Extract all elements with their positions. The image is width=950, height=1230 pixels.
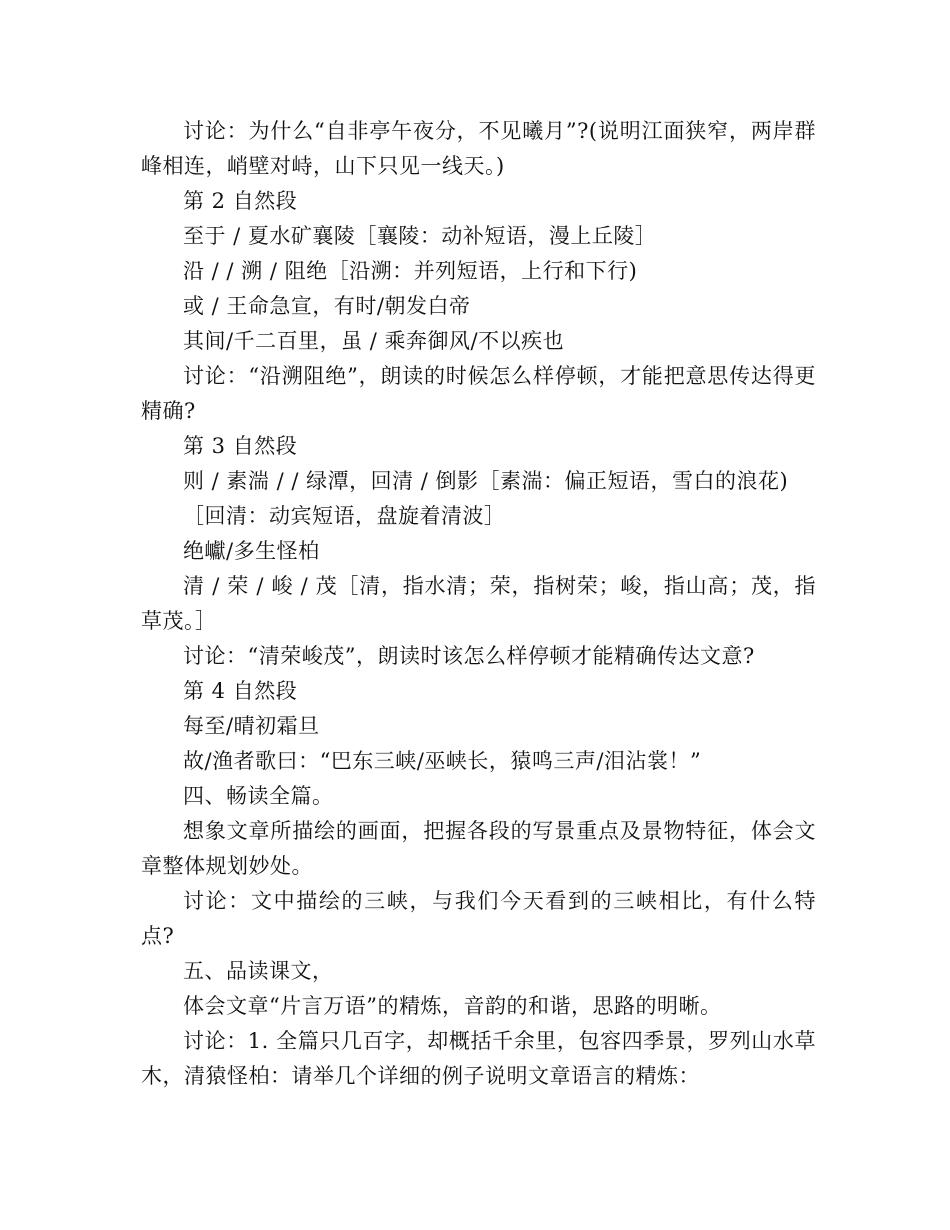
paragraph: 讨论：为什么“自非亭午夜分，不见曦月”?(说明江面狭窄，两岸群峰相连，峭壁对峙，山下只见一线天。) <box>141 119 816 178</box>
paragraph: 故/渔者歌曰：“巴东三峡/巫峡长，猿鸣三声/泪沾裳！” <box>183 749 702 773</box>
paragraph: 五、品读课文， <box>183 959 334 983</box>
paragraph: 讨论：1. 全篇只几百字，却概括千余里，包容四季景，罗列山水草木，清猿怪柏：请举几个详细的例子说明文章语言的精炼： <box>141 1029 816 1088</box>
paragraph: 想象文章所描绘的画面，把握各段的写景重点及景物特征，体会文章整体规划妙处。 <box>141 819 816 878</box>
paragraph: 清 / 荣 / 峻 / 茂［清，指水清；荣，指树荣；峻，指山高；茂，指草茂。］ <box>141 574 816 633</box>
paragraph: 体会文章“片言万语”的精炼，音韵的和谐，思路的明晰。 <box>183 994 722 1018</box>
paragraph: 讨论：文中描绘的三峡，与我们今天看到的三峡相比，有什么特点? <box>141 889 816 948</box>
paragraph: 讨论：“清荣峻茂”，朗读时该怎么样停顿才能精确传达文意? <box>183 644 755 668</box>
paragraph: 四、畅读全篇。 <box>183 784 334 808</box>
document-body <box>141 114 816 1094</box>
paragraph: 第 4 自然段 <box>183 679 298 703</box>
paragraph: 沿 / / 溯 / 阻绝［沿溯：并列短语，上行和下行) <box>183 259 638 283</box>
paragraph: 或 / 王命急宣，有时/朝发白帝 <box>183 294 471 318</box>
paragraph: 每至/晴初霜旦 <box>183 714 320 738</box>
paragraph: 则 / 素湍 / / 绿潭，回清 / 倒影［素湍：偏正短语，雪白的浪花) <box>183 469 789 493</box>
paragraph: 绝巘/多生怪柏 <box>183 539 320 563</box>
paragraph: 讨论：“沿溯阻绝”，朗读的时候怎么样停顿，才能把意思传达得更精确? <box>141 364 816 423</box>
paragraph: 第 2 自然段 <box>183 189 298 213</box>
paragraph: 第 3 自然段 <box>183 434 298 458</box>
paragraph: 至于 / 夏水矿襄陵［襄陵：动补短语，漫上丘陵］ <box>183 224 657 248</box>
paragraph: ［回清：动宾短语，盘旋着清波］ <box>183 504 506 528</box>
paragraph: 其间/千二百里，虽 / 乘奔御风/不以疾也 <box>183 329 565 353</box>
